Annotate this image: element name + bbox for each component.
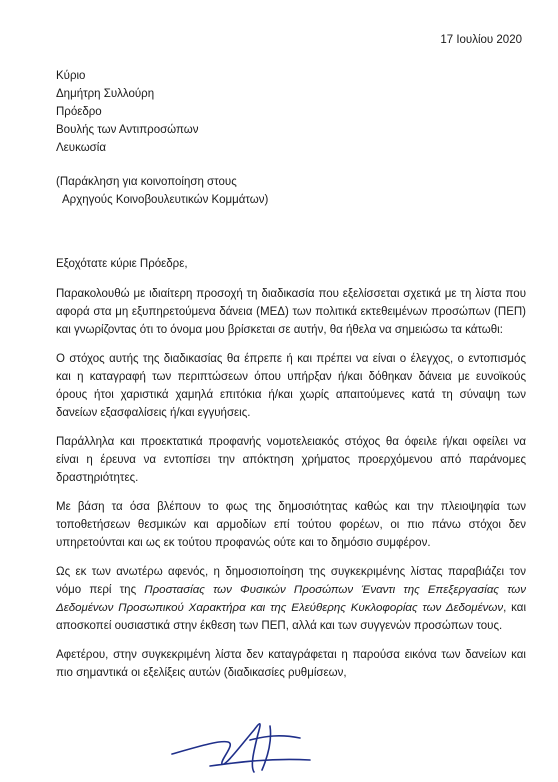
letter-date: 17 Ιουλίου 2020 <box>440 34 522 46</box>
paragraph-3: Παράλληλα και προεκτατικά προφανής νομοτελειακός στόχος θα όφειλε ή/και οφείλει να είναι η έρευνα να εντοπίσει την απόκτηση χρήματος προερχόμενου από παράνομες δραστηριότητες. <box>56 436 526 484</box>
recipient-name: Δημήτρη Συλλούρη <box>56 88 155 100</box>
paragraph-1: Παρακολουθώ με ιδιαίτερη προσοχή τη διαδικασία που εξελίσσεται σχετικά με τη λίστα που αφορά στα μη εξυπηρετούμενα δάνεια (ΜΕΔ) των πολιτικά εκτεθειμένων προσώπων (ΠΕΠ) και γνωρίζοντας ότι το όνομα μου βρίσκεται σε αυτήν, θα ήθελα να σημειώσω τα κάτωθι: <box>56 288 526 336</box>
signature-stroke <box>172 724 310 772</box>
signature-icon <box>150 700 350 782</box>
paragraph-6: Αφετέρου, στην συγκεκριμένη λίστα δεν καταγράφεται η παρούσα εικόνα των δανείων και πιο σημαντικά οι εξελίξεις αυτών (διαδικασίες ρυθμίσεων, <box>56 649 526 679</box>
letter-body <box>56 255 526 693</box>
recipient-title: Κύριο <box>56 70 86 82</box>
paragraph-5-law-title: Προστασίας των Φυσικών Προσώπων Έναντι της Επεξεργασίας των Δεδομένων Προσωπικού Χαρακτήρα και της Ελεύθερης Κυκλοφορίας των Δεδομένων <box>56 584 526 614</box>
recipient-address <box>56 67 199 157</box>
recipient-city: Λευκωσία <box>56 142 106 154</box>
paragraph-5 <box>56 563 526 635</box>
cc-note-line-1: (Παράκληση για κοινοποίηση στους <box>56 176 237 188</box>
paragraph-4: Με βάση τα όσα βλέπουν το φως της δημοσιότητας καθώς και την πλειοψηφία των τοποθετήσεων θεσμικών και αρμοδίων επί τούτου φορέων, οι πιο πάνω στόχοι δεν υπηρετούνται και ως εκ τούτου προφανώς ούτε και το δημόσιο συμφέρον. <box>56 501 526 549</box>
cc-note <box>56 173 268 209</box>
cc-note-line-2: Αρχηγούς Κοινοβουλευτικών Κομμάτων) <box>62 194 269 206</box>
paragraph-5-start: Ως εκ των ανωτέρω αφενός, η δημοσιοποίηση της συγκεκριμένης λίστας παραβιάζει τον νόμο περί της <box>56 566 526 596</box>
salutation: Εξοχότατε κύριε Πρόεδρε, <box>56 258 188 270</box>
paragraph-5-end: , και αποσκοπεί ουσιαστικά στην έκθεση των ΠΕΠ, αλλά και των συγγενών προσώπων τους. <box>56 602 526 632</box>
recipient-role: Πρόεδρο <box>56 106 102 118</box>
recipient-institution: Βουλής των Αντιπροσώπων <box>56 124 199 136</box>
paragraph-2: Ο στόχος αυτής της διαδικασίας θα έπρεπε ή και πρέπει να είναι ο έλεγχος, ο εντοπισμός και η καταγραφή των περιπτώσεων όπου υπήρξαν ή/και δόθηκαν δάνεια με ευνοϊκούς όρους ήτοι χαριστικά χαμηλά επιτόκια ή/και χωρίς απαιτούμενες κατά τη σύναψη των δανείων εξασφαλίσεις ή/και εγγυήσεις. <box>56 353 526 419</box>
